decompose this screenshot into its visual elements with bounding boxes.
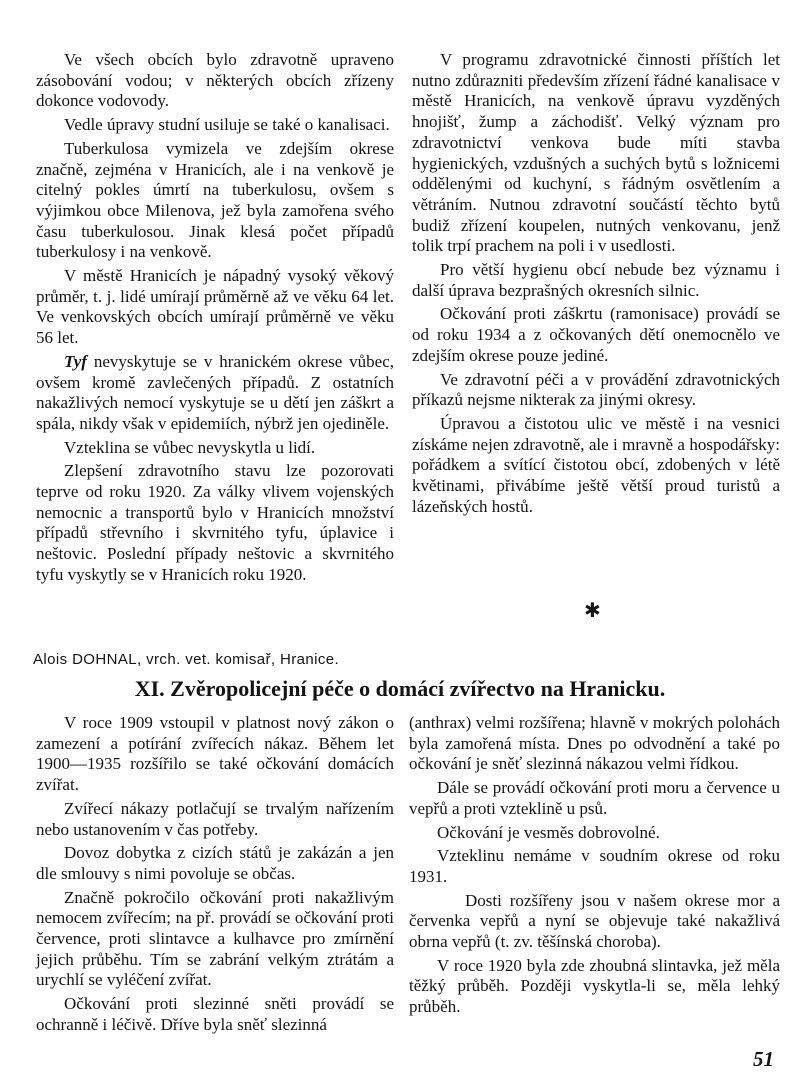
paragraph: Očkování proti záškrtu (ramonisace) provádí se od roku 1934 a z očkovaných dětí onemocnělo ve zdejším okrese pouze jediné. (412, 304, 780, 365)
paragraph (36, 352, 394, 435)
paragraph: Zvířecí nákazy potlačují se trvalým nařízením nebo ustanovením v čas potřeby. (36, 798, 394, 839)
paragraph: V městě Hranicích je nápadný vysoký věkový průměr, t. j. lidé umírají průměrně až ve věku 64 let. Ve venkovských obcích umírají průměrně ve věku 56 let. (36, 266, 394, 348)
paragraph: Vzteklinu nemáme v soudním okrese od roku 1931. (409, 846, 780, 886)
paragraph: Vedle úpravy studní usiluje se také o kanalisaci. (64, 115, 390, 135)
top-left-column (36, 50, 394, 586)
paragraph: (anthrax) velmi rozšířena; hlavně v mokrých polohách byla zamořená místa. Dnes po odvodnění a také po očkování je sněť slezinná nákazou velmi řídkou. (409, 713, 780, 774)
page-number: 51 (753, 1047, 774, 1071)
paragraph: Očkování proti slezinné sněti provádí se ochranně i léčivě. Dříve byla sněť slezinná (36, 994, 394, 1034)
paragraph: Značně pokročilo očkování proti nakažlivým nemocem zvířecím; na př. provádí se očkování proti července, proti slintavce a kulhavce pro zmírnění jejich průběhu. Tím se zabrání velkým ztrátám a urychlí se vyléčení zvířat. (36, 887, 394, 990)
paragraph: Ve zdravotní péči a v provádění zdravotnických příkazů nejsme nikterak za jinými okresy. (412, 369, 780, 410)
bottom-left-column (36, 713, 394, 1036)
paragraph: Dále se provádí očkování proti moru a července u vepřů a proti vzteklině u psů. (409, 778, 780, 818)
author-byline: Alois DOHNAL, vrch. vet. komisař, Hranice. (33, 651, 340, 668)
paragraph-text: nevyskytuje se v hranickém okrese vůbec, ovšem kromě zavlečených případů. Z ostatních nakažlivých nemocí vyskytuje se u dětí jen záškrt a spála, nikdy však v epidemiích, nýbrž jen ojediněle. (36, 351, 394, 433)
paragraph: Očkování je vesměs dobrovolné. (437, 822, 660, 842)
paragraph: Dovoz dobytka z cizích států je zakázán a jen dle smlouvy s nimi povoluje se občas. (36, 843, 394, 883)
paragraph: Ve všech obcích bylo zdravotně upraveno zásobování vodou; v některých obcích zřízeny dokonce vodovody. (36, 50, 394, 111)
paragraph: Pro větší hygienu obcí nebude bez významu i další úprava bezprašných okresních silnic. (412, 260, 780, 300)
emphasis-tyf: Tyf (64, 351, 87, 371)
paragraph: Úpravou a čistotou ulic ve městě i na vesnici získáme nejen zdravotně, ale i mravně a hospodářsky: pořádkem a svítící čistotou obcí, zdobených v létě květinami, přivábíme ještě větší proud turistů a lázeňských hostů. (412, 413, 780, 516)
top-right-column (412, 50, 780, 517)
section-heading: XI. Zvěropolicejní péče o domácí zvířectvo na Hranicku. (134, 676, 666, 701)
paragraph: Zlepšení zdravotního stavu lze pozorovati teprve od roku 1920. Za války vlivem vojenských nemocnic a transportů bylo v Hranicích množství případů střevního i skvrnitého tyfu, úplavice i neštovic. Poslední případy neštovic a skvrnitého tyfu vyskytly se v Hranicích roku 1920. (36, 461, 394, 584)
bottom-right-column (409, 713, 780, 1018)
section-separator-star: ✱ (584, 598, 601, 622)
paragraph: V programu zdravotnické činnosti příštích let nutno zdůrazniti především zřízení řádné kanalisace v městě Hranicích, na venkově úpravu vyzděných hnojišť, žump a záchodišť. Velký význam pro zdravotnictví venkova bude míti stavba hygienických, vzdušných a suchých bytů s ložnicemi oddělenými od kuchyní, s řádným osvětlením a větráním. Nutnou zdravotní součástí těchto bytů budiž zřízení koupelen, nutných venkovanu, jenž tolik trpí prachem na poli i v usedlosti. (412, 50, 780, 256)
paragraph: Tuberkulosa vymizela ve zdejším okrese značně, zejména v Hranicích, ale i na venkově je citelný pokles úmrtí na tuberkulosu, ovšem s výjimkou obce Milenova, jež byla zamořena svého času tuberkulosou. Jinak klesá počet případů tuberkulosy i na venkově. (36, 138, 394, 262)
paragraph: Dosti rozšířeny jsou v našem okrese mor a červenka vepřů a nyní se objevuje také nakažlivá obrna vepřů (t. zv. těšínská choroba). (409, 890, 780, 952)
paragraph: Vzteklina se vůbec nevyskytla u lidí. (64, 437, 316, 457)
paragraph: V roce 1909 vstoupil v platnost nový zákon o zamezení a potírání zvířecích nákaz. Během let 1900—1935 rozšířilo se také očkování domácích zvířat. (36, 713, 394, 795)
paragraph: V roce 1920 byla zde zhoubná slintavka, jež měla těžký průběh. Později vyskytla-li se, měla lehký průběh. (409, 955, 780, 1017)
